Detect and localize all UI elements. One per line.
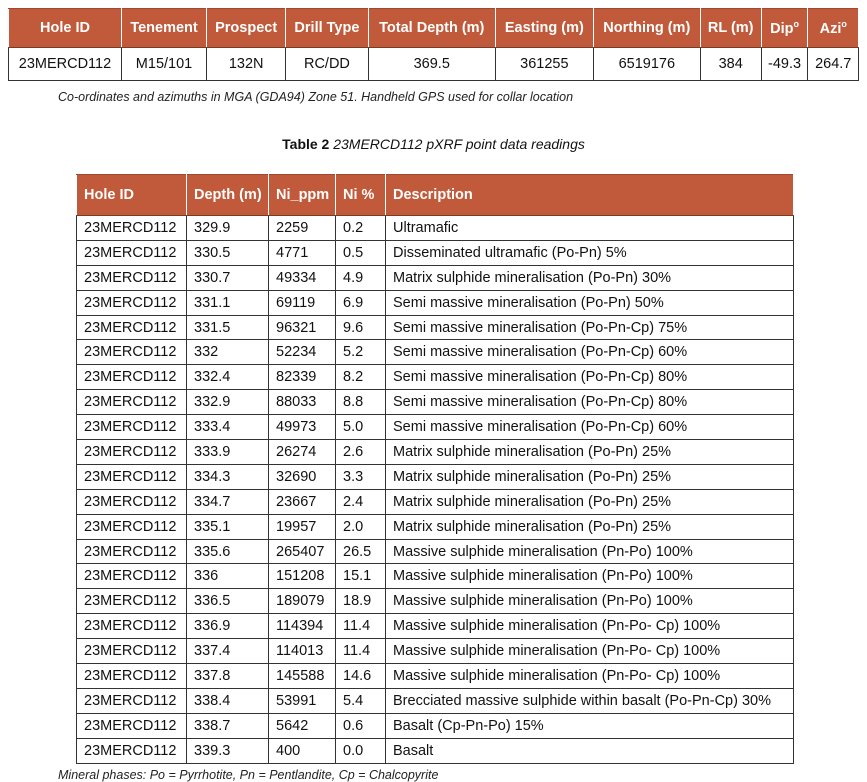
table-cell: 23MERCD112 bbox=[77, 539, 187, 564]
col-hole-id: Hole ID bbox=[9, 9, 122, 48]
table-cell: 384 bbox=[700, 48, 761, 81]
table-cell: 333.4 bbox=[187, 415, 269, 440]
table-row bbox=[77, 240, 794, 265]
table-cell: Matrix sulphide mineralisation (Po-Pn) 25% bbox=[386, 489, 794, 514]
table-row bbox=[77, 464, 794, 489]
table-cell: 18.9 bbox=[336, 589, 386, 614]
table-cell: Semi massive mineralisation (Po-Pn-Cp) 80% bbox=[386, 365, 794, 390]
table-cell: 23MERCD112 bbox=[77, 489, 187, 514]
table-cell: 82339 bbox=[269, 365, 336, 390]
table-row bbox=[77, 738, 794, 763]
col-ni-ppm: Ni_ppm bbox=[269, 175, 336, 216]
table-cell: 8.8 bbox=[336, 390, 386, 415]
table-cell: 132N bbox=[207, 48, 286, 81]
table-cell: 23MERCD112 bbox=[77, 688, 187, 713]
table-cell: 5.0 bbox=[336, 415, 386, 440]
table-cell: 11.4 bbox=[336, 614, 386, 639]
table-cell: 15.1 bbox=[336, 564, 386, 589]
table-cell: 88033 bbox=[269, 390, 336, 415]
table-cell: 23MERCD112 bbox=[77, 265, 187, 290]
table-cell: 0.6 bbox=[336, 713, 386, 738]
table-cell: 96321 bbox=[269, 315, 336, 340]
table-cell: 361255 bbox=[495, 48, 593, 81]
table-cell: 338.7 bbox=[187, 713, 269, 738]
degree-mark: o bbox=[793, 19, 799, 30]
table-cell: 330.5 bbox=[187, 240, 269, 265]
table-cell: 53991 bbox=[269, 688, 336, 713]
table-cell: Matrix sulphide mineralisation (Po-Pn) 30% bbox=[386, 265, 794, 290]
table-cell: 5.2 bbox=[336, 340, 386, 365]
table-row bbox=[77, 639, 794, 664]
table-row bbox=[77, 365, 794, 390]
col-easting: Easting (m) bbox=[495, 9, 593, 48]
table-cell: 23MERCD112 bbox=[77, 315, 187, 340]
table-row bbox=[77, 340, 794, 365]
table-cell: 9.6 bbox=[336, 315, 386, 340]
table-cell: 6.9 bbox=[336, 290, 386, 315]
table-cell: 0.2 bbox=[336, 216, 386, 241]
table-cell: 23MERCD112 bbox=[77, 216, 187, 241]
table-cell: Semi massive mineralisation (Po-Pn-Cp) 75% bbox=[386, 315, 794, 340]
table-row bbox=[77, 290, 794, 315]
table-row bbox=[77, 564, 794, 589]
table-cell: 23MERCD112 bbox=[77, 290, 187, 315]
table-cell: 52234 bbox=[269, 340, 336, 365]
table-cell: 2.6 bbox=[336, 440, 386, 465]
collar-table bbox=[8, 8, 859, 81]
table-cell: 189079 bbox=[269, 589, 336, 614]
collar-data-row bbox=[9, 48, 859, 81]
table-cell: 11.4 bbox=[336, 639, 386, 664]
table-cell: 23MERCD112 bbox=[77, 365, 187, 390]
table-cell: 114394 bbox=[269, 614, 336, 639]
pxrf-header-row bbox=[77, 175, 794, 216]
table-cell: Ultramafic bbox=[386, 216, 794, 241]
table-cell: Massive sulphide mineralisation (Pn-Po) 100% bbox=[386, 564, 794, 589]
table-cell: 114013 bbox=[269, 639, 336, 664]
table-cell: 333.9 bbox=[187, 440, 269, 465]
table-cell: 23MERCD112 bbox=[77, 738, 187, 763]
table-row bbox=[77, 589, 794, 614]
table-cell: 26274 bbox=[269, 440, 336, 465]
table-row bbox=[77, 440, 794, 465]
table-cell: Semi massive mineralisation (Po-Pn-Cp) 60% bbox=[386, 340, 794, 365]
table-cell: 332 bbox=[187, 340, 269, 365]
table-cell: Semi massive mineralisation (Po-Pn) 50% bbox=[386, 290, 794, 315]
table-cell: 23MERCD112 bbox=[77, 614, 187, 639]
table-cell: Massive sulphide mineralisation (Pn-Po) 100% bbox=[386, 539, 794, 564]
table-cell: Massive sulphide mineralisation (Pn-Po- Cp) 100% bbox=[386, 614, 794, 639]
table-cell: 2259 bbox=[269, 216, 336, 241]
caption-label: Table 2 bbox=[282, 136, 330, 152]
table-row bbox=[77, 664, 794, 689]
table-cell: 23MERCD112 bbox=[77, 440, 187, 465]
table-cell: 23MERCD112 bbox=[77, 390, 187, 415]
table-cell: 23MERCD112 bbox=[77, 664, 187, 689]
table-row bbox=[77, 415, 794, 440]
table-cell: RC/DD bbox=[286, 48, 368, 81]
table-cell: 23MERCD112 bbox=[77, 240, 187, 265]
table-cell: Massive sulphide mineralisation (Pn-Po) 100% bbox=[386, 589, 794, 614]
table-cell: 339.3 bbox=[187, 738, 269, 763]
table-cell: 4.9 bbox=[336, 265, 386, 290]
table-cell: 264.7 bbox=[808, 48, 859, 81]
table-cell: M15/101 bbox=[121, 48, 206, 81]
table-cell: 23MERCD112 bbox=[77, 639, 187, 664]
table-cell: Brecciated massive sulphide within basalt (Po-Pn-Cp) 30% bbox=[386, 688, 794, 713]
col-prospect: Prospect bbox=[207, 9, 286, 48]
table-row bbox=[77, 514, 794, 539]
table-cell: 19957 bbox=[269, 514, 336, 539]
table-cell: 335.6 bbox=[187, 539, 269, 564]
table-cell: Semi massive mineralisation (Po-Pn-Cp) 60% bbox=[386, 415, 794, 440]
table-row bbox=[77, 688, 794, 713]
table-cell: 338.4 bbox=[187, 688, 269, 713]
col-depth: Depth (m) bbox=[187, 175, 269, 216]
table-cell: 6519176 bbox=[593, 48, 700, 81]
table-cell: 0.5 bbox=[336, 240, 386, 265]
table-cell: 265407 bbox=[269, 539, 336, 564]
pxrf-body bbox=[77, 216, 794, 764]
table-cell: 5642 bbox=[269, 713, 336, 738]
table-cell: Semi massive mineralisation (Po-Pn-Cp) 80% bbox=[386, 390, 794, 415]
table-row bbox=[77, 713, 794, 738]
table-cell: 151208 bbox=[269, 564, 336, 589]
table-cell: 4771 bbox=[269, 240, 336, 265]
col-tenement: Tenement bbox=[121, 9, 206, 48]
table-cell: 23MERCD112 bbox=[77, 340, 187, 365]
col-rl: RL (m) bbox=[700, 9, 761, 48]
table-cell: 336 bbox=[187, 564, 269, 589]
table-cell: 336.9 bbox=[187, 614, 269, 639]
table-cell: 8.2 bbox=[336, 365, 386, 390]
table-cell: 332.4 bbox=[187, 365, 269, 390]
table-cell: 329.9 bbox=[187, 216, 269, 241]
col-ni-pct: Ni % bbox=[336, 175, 386, 216]
table-cell: 23MERCD112 bbox=[77, 713, 187, 738]
caption-text: 23MERCD112 pXRF point data readings bbox=[333, 136, 585, 152]
table-row bbox=[77, 315, 794, 340]
table-cell: Massive sulphide mineralisation (Pn-Po- Cp) 100% bbox=[386, 639, 794, 664]
table-cell: 330.7 bbox=[187, 265, 269, 290]
table-cell: Basalt bbox=[386, 738, 794, 763]
col-drill-type: Drill Type bbox=[286, 9, 368, 48]
col-northing: Northing (m) bbox=[593, 9, 700, 48]
table-cell: 23MERCD112 bbox=[77, 415, 187, 440]
table-cell: Matrix sulphide mineralisation (Po-Pn) 25% bbox=[386, 440, 794, 465]
collar-header-row bbox=[9, 9, 859, 48]
table-caption bbox=[0, 136, 867, 152]
col-total-depth: Total Depth (m) bbox=[368, 9, 495, 48]
table-row bbox=[77, 265, 794, 290]
table-cell: 14.6 bbox=[336, 664, 386, 689]
table-cell: 336.5 bbox=[187, 589, 269, 614]
degree-mark: o bbox=[841, 19, 847, 30]
table-cell: 5.4 bbox=[336, 688, 386, 713]
table-cell: 332.9 bbox=[187, 390, 269, 415]
table-cell: 0.0 bbox=[336, 738, 386, 763]
table-cell: 335.1 bbox=[187, 514, 269, 539]
col-azi: Azi$^o$ bbox=[808, 9, 859, 48]
table-cell: 26.5 bbox=[336, 539, 386, 564]
col-dip: Dip$^o$ bbox=[761, 9, 808, 48]
table-cell: 2.0 bbox=[336, 514, 386, 539]
table-cell: 337.8 bbox=[187, 664, 269, 689]
table-cell: Basalt (Cp-Pn-Po) 15% bbox=[386, 713, 794, 738]
col-description: Description bbox=[386, 175, 794, 216]
table-cell: 334.3 bbox=[187, 464, 269, 489]
table-cell: 145588 bbox=[269, 664, 336, 689]
table-cell: Disseminated ultramafic (Po-Pn) 5% bbox=[386, 240, 794, 265]
table-cell: 3.3 bbox=[336, 464, 386, 489]
table-cell: 23MERCD112 bbox=[77, 589, 187, 614]
table-cell: 400 bbox=[269, 738, 336, 763]
table-row bbox=[77, 614, 794, 639]
table-cell: 331.1 bbox=[187, 290, 269, 315]
table-cell: 69119 bbox=[269, 290, 336, 315]
table-row bbox=[77, 390, 794, 415]
table-cell: 334.7 bbox=[187, 489, 269, 514]
table-cell: 369.5 bbox=[368, 48, 495, 81]
table-cell: 2.4 bbox=[336, 489, 386, 514]
table-cell: -49.3 bbox=[761, 48, 808, 81]
table-cell: 49973 bbox=[269, 415, 336, 440]
table-cell: 23667 bbox=[269, 489, 336, 514]
table-cell: 23MERCD112 bbox=[77, 564, 187, 589]
col-hole-id: Hole ID bbox=[77, 175, 187, 216]
table-cell: Matrix sulphide mineralisation (Po-Pn) 25% bbox=[386, 514, 794, 539]
collar-note: Co-ordinates and azimuths in MGA (GDA94) Zone 51. Handheld GPS used for collar location bbox=[58, 90, 574, 104]
table-cell: 49334 bbox=[269, 265, 336, 290]
table-cell: Matrix sulphide mineralisation (Po-Pn) 25% bbox=[386, 464, 794, 489]
table-row bbox=[77, 539, 794, 564]
table-cell: 32690 bbox=[269, 464, 336, 489]
table-row bbox=[77, 489, 794, 514]
table-cell: 23MERCD112 bbox=[77, 464, 187, 489]
table-row bbox=[77, 216, 794, 241]
pxrf-table bbox=[76, 174, 794, 764]
table-cell: 337.4 bbox=[187, 639, 269, 664]
table-cell: 331.5 bbox=[187, 315, 269, 340]
table-cell: 23MERCD112 bbox=[9, 48, 122, 81]
table-cell: Massive sulphide mineralisation (Pn-Po- Cp) 100% bbox=[386, 664, 794, 689]
footnote: Mineral phases: Po = Pyrrhotite, Pn = Pentlandite, Cp = Chalcopyrite bbox=[58, 768, 439, 782]
table-cell: 23MERCD112 bbox=[77, 514, 187, 539]
